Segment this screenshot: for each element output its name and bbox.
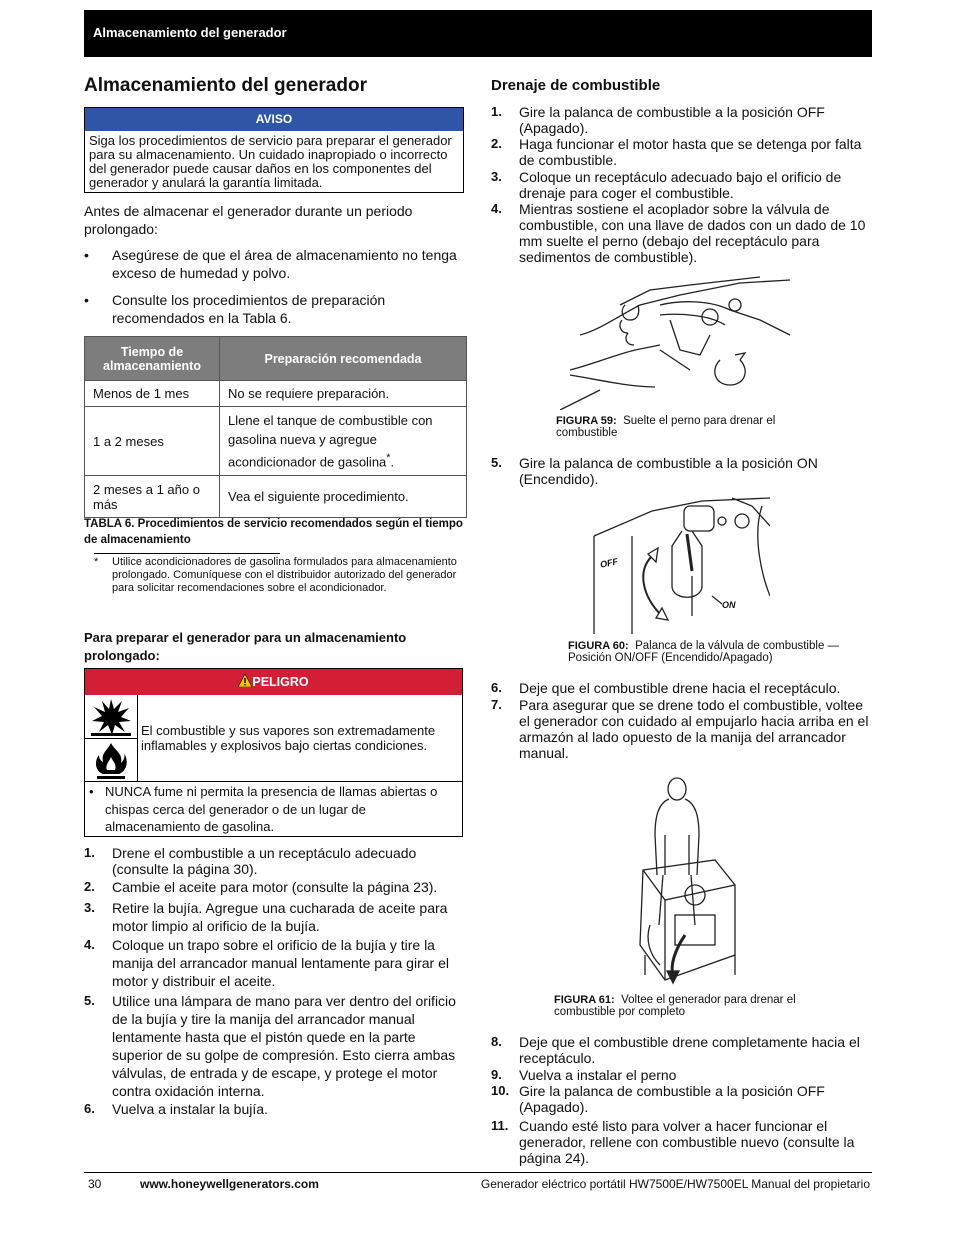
step-number: 3. — [84, 900, 95, 915]
step-number: 2. — [491, 136, 502, 151]
list-item — [84, 1101, 464, 1117]
step-number: 11. — [491, 1118, 509, 1133]
figure-60-illustration — [592, 496, 770, 634]
figure-label: FIGURA 59: — [556, 415, 617, 427]
step-number: 5. — [84, 993, 95, 1008]
step-text: Coloque un receptáculo adecuado bajo el orificio de drenaje para coger el combustible. — [519, 169, 842, 201]
list-item — [491, 1034, 871, 1066]
bullet-dot: • — [84, 247, 89, 263]
list-item — [491, 136, 871, 168]
table-cell: Vea el siguiente procedimiento. — [220, 476, 467, 518]
step-number: 5. — [491, 455, 502, 470]
figure-61-illustration — [635, 775, 745, 985]
step-text: Gire la palanca de combustible a la posición ON (Encendido). — [519, 455, 818, 487]
list-item — [84, 992, 464, 1100]
step-number: 10. — [491, 1083, 510, 1098]
table-cell-end: . — [390, 454, 395, 470]
explosion-icon — [85, 695, 137, 739]
section-heading: Drenaje de combustible — [491, 77, 661, 94]
bullet-item — [84, 246, 464, 282]
table-row — [85, 407, 467, 476]
step-text: Vuelva a instalar la bujía. — [112, 1101, 268, 1117]
step-text: Para asegurar que se drene todo el combustible, voltee el generador con cuidado al empujarlo hacia arriba en el armazón al lado opuesto de la manija del arrancador manual. — [519, 697, 869, 761]
figure-caption-text: Palanca de la válvula de combustible — Posición ON/OFF (Encendido/Apagado) — [568, 640, 840, 664]
step-number: 1. — [491, 104, 502, 119]
list-item — [84, 845, 464, 877]
prep-heading: Para preparar el generador para un almacenamiento prolongado: — [84, 630, 407, 663]
list-item — [491, 201, 871, 265]
step-text: Cambie el aceite para motor (consulte la página 23). — [112, 879, 438, 895]
warning-triangle-icon — [238, 670, 252, 696]
step-number: 4. — [84, 937, 95, 952]
table-header: Tiempo de almacenamiento — [85, 337, 220, 381]
step-number: 1. — [84, 845, 95, 860]
footnote-text: Utilice acondicionadores de gasolina formulados para almacenamiento prolongado. Comuníquese con el distribuidor autorizado del generador para solicitar recomendaciones sobre el acondicionador. — [112, 556, 457, 594]
table-row — [85, 476, 467, 518]
list-item — [491, 1067, 871, 1083]
list-item — [491, 697, 871, 761]
page-number: 30 — [88, 1177, 102, 1191]
figure-caption-text: Suelte el perno para drenar el combustible — [556, 415, 776, 439]
figure-label: FIGURA 61: — [554, 994, 615, 1006]
table-row — [85, 381, 467, 407]
figure-60-caption — [568, 640, 868, 664]
table-cell: Menos de 1 mes — [85, 381, 220, 407]
aviso-label: AVISO — [85, 108, 463, 131]
aviso-text: Siga los procedimientos de servicio para preparar el generador para su almacenamiento. Un cuidado inapropiado o incorrecto del generador puede causar daños en los componentes del generador y anulará la garantía limitada. — [89, 133, 452, 190]
table-cell: 2 meses a 1 año o más — [85, 476, 220, 518]
peligro-text: El combustible y sus vapores son extremadamente inflamables y explosivos bajo ciertas condiciones. — [141, 723, 436, 753]
list-item — [491, 1118, 871, 1166]
off-label: OFF — [599, 556, 619, 570]
figure-label: FIGURA 60: — [568, 640, 629, 652]
list-item — [491, 680, 871, 696]
flame-icon — [85, 739, 137, 781]
list-item — [491, 104, 871, 136]
footnote-asterisk: * — [94, 556, 99, 568]
footer-manual-title: Generador eléctrico portátil HW7500E/HW7500EL Manual del propietario — [480, 1177, 870, 1191]
footnote-mark: * — [386, 452, 391, 464]
hazard-icons — [85, 695, 138, 781]
list-item — [84, 899, 464, 935]
table-cell: 1 a 2 meses — [85, 407, 220, 476]
step-text: Coloque un trapo sobre el orificio de la bujía y tire la manija del arrancador manual lentamente para girar el motor y distribuir el aceite. — [112, 937, 449, 989]
step-text: Mientras sostiene el acoplador sobre la válvula de combustible, con una llave de dados con un dado de 10 mm suelte el perno (debajo del receptáculo para sedimentos de combustible). — [519, 201, 866, 265]
step-number: 6. — [491, 680, 502, 695]
bullet-item — [84, 291, 464, 327]
step-number: 4. — [491, 201, 502, 216]
step-text: Cuando esté listo para volver a hacer funcionar el generador, rellene con combustible nuevo (consulte la página 24). — [519, 1118, 855, 1166]
step-number: 6. — [84, 1101, 95, 1116]
footnote-divider — [94, 553, 280, 554]
figure-59-caption — [556, 415, 826, 439]
step-number: 9. — [491, 1067, 502, 1082]
peligro-label: PELIGRO — [252, 675, 309, 689]
list-item — [84, 936, 464, 990]
step-text: Haga funcionar el motor hasta que se detenga por falta de combustible. — [519, 136, 862, 168]
list-item — [491, 455, 871, 487]
step-text: Vuelva a instalar el perno — [519, 1067, 677, 1083]
header-bar — [84, 10, 872, 57]
step-number: 7. — [491, 697, 502, 712]
step-text: Retire la bujía. Agregue una cucharada de aceite para motor limpio al orificio de la bujía. — [112, 900, 448, 934]
table-header: Preparación recomendada — [220, 337, 467, 381]
bullet-text: Asegúrese de que el área de almacenamiento no tenga exceso de humedad y polvo. — [112, 247, 457, 281]
figure-59-illustration — [560, 275, 800, 410]
peligro-bullet-text: NUNCA fume ni permita la presencia de llamas abiertas o chispas cerca del generador o de un lugar de almacenamiento de gasolina. — [105, 784, 438, 834]
step-number: 3. — [491, 169, 502, 184]
step-text: Drene el combustible a un receptáculo adecuado (consulte la página 30). — [112, 845, 417, 877]
step-text: Utilice una lámpara de mano para ver dentro del orificio de la bujía y tire la manija del arrancador manual lentamente hasta que el pistón quede en la parte superior de su golpe de compresión. Esto cierra ambas válvulas, de entrada y de escape, y protege el motor contra oxidación interna. — [112, 993, 456, 1099]
peligro-header — [85, 669, 462, 695]
peligro-divider — [85, 781, 462, 782]
step-number: 2. — [84, 879, 95, 894]
bullet-text: Consulte los procedimientos de preparación recomendados en la Tabla 6. — [112, 292, 386, 326]
list-item — [84, 879, 464, 895]
table-cell — [220, 407, 467, 476]
step-text: Gire la palanca de combustible a la posición OFF (Apagado). — [519, 104, 825, 136]
header-section-title: Almacenamiento del generador — [93, 25, 287, 40]
page-title: Almacenamiento del generador — [84, 75, 367, 96]
figure-caption-text: Voltee el generador para drenar el combustible por completo — [554, 994, 796, 1018]
intro-text: Antes de almacenar el generador durante un periodo prolongado: — [84, 203, 413, 237]
bullet-dot: • — [84, 292, 89, 308]
aviso-box — [84, 107, 464, 193]
figure-61-caption — [554, 994, 844, 1018]
bullet-dot: • — [89, 784, 94, 799]
footnote — [94, 556, 464, 595]
table-cell: No se requiere preparación. — [220, 381, 467, 407]
step-text: Gire la palanca de combustible a la posición OFF (Apagado). — [519, 1083, 825, 1115]
on-label: ON — [722, 600, 736, 610]
list-item — [491, 169, 871, 201]
step-number: 8. — [491, 1034, 502, 1049]
peligro-bullet — [89, 783, 457, 836]
peligro-box — [84, 668, 463, 837]
step-text: Deje que el combustible drene hacia el receptáculo. — [519, 680, 841, 696]
table-cell-text: Llene el tanque de combustible con gasolina nueva y agregue acondicionador de gasolina — [228, 413, 433, 470]
footer-url[interactable]: www.honeywellgenerators.com — [140, 1177, 319, 1191]
step-text: Deje que el combustible drene completamente hacia el receptáculo. — [519, 1034, 860, 1066]
storage-table — [84, 336, 467, 518]
footer-divider — [84, 1172, 872, 1173]
table-caption: TABLA 6. Procedimientos de servicio recomendados según el tiempo de almacenamiento — [84, 518, 463, 546]
list-item — [491, 1083, 871, 1115]
